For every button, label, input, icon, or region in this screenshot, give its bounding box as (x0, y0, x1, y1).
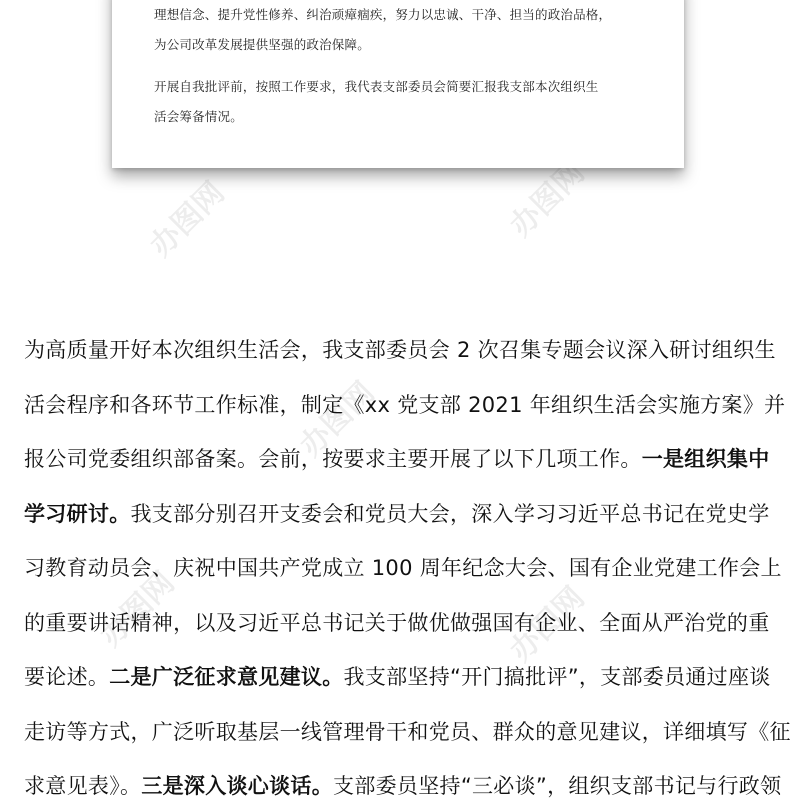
body-line (24, 759, 784, 800)
body-text-run: 求意见表》。 (24, 774, 142, 798)
body-text-run: 习教育动员会、庆祝中国共产党成立 100 周年纪念大会、国有企业党建工作会上 (24, 556, 782, 580)
body-text-run: 报公司党委组织部备案。会前，按要求主要开展了以下几项工作。 (24, 447, 642, 471)
body-paragraph (24, 323, 791, 800)
watermark: 办图网 (503, 580, 592, 669)
body-line (24, 596, 784, 651)
body-line (24, 487, 784, 542)
watermark: 办图网 (293, 375, 382, 464)
document-preview-card (112, 0, 684, 168)
body-line (24, 705, 791, 760)
body-text-run: 支部委员坚持“三必谈”，组织支部书记与行政领 (333, 774, 782, 798)
body-text-run: 的重要讲话精神，以及习近平总书记关于做优做强国有企业、全面从严治党的重 (24, 610, 770, 635)
bold-heading: 三是深入谈心谈话。 (141, 774, 334, 798)
body-line (24, 650, 784, 705)
bold-heading: 二是广泛征求意见建议。 (109, 665, 344, 689)
preview-line: 理想信念、提升党性修养、纠治顽瘴痼疾，努力以忠诚、干净、担当的政治品格， (154, 7, 612, 22)
preview-text (154, 0, 654, 132)
body-text-run: 我支部分别召开支委会和党员大会，深入学习习近平总书记在党史学 (130, 501, 770, 526)
watermark: 办图网 (503, 155, 592, 244)
bold-heading: 学习研讨。 (24, 501, 131, 526)
watermark: 办图网 (93, 565, 182, 654)
body-line (24, 378, 784, 433)
preview-line: 为公司改革发展提供坚强的政治保障。 (154, 37, 370, 52)
body-text-run: 我支部坚持“开门搞批评”，支部委员通过座谈 (343, 665, 771, 689)
watermark: 办图网 (143, 175, 232, 264)
body-line (24, 541, 784, 596)
body-text-run: 要论述。 (24, 665, 110, 689)
body-text-run: 为高质量开好本次组织生活会，我支部委员会 2 次召集专题会议深入研讨组织生 (24, 338, 776, 362)
preview-line: 开展自我批评前，按照工作要求，我代表支部委员会简要汇报我支部本次组织生 (154, 79, 599, 94)
preview-line: 活会筹备情况。 (154, 109, 243, 124)
body-text-run: 活会程序和各环节工作标准，制定《xx 党支部 2021 年组织生活会实施方案》并 (24, 392, 786, 417)
body-text-run: 走访等方式，广泛听取基层一线管理骨干和党员、群众的意见建议，详细填写《征 (24, 719, 791, 744)
body-line (24, 323, 784, 378)
bold-heading: 一是组织集中 (641, 447, 770, 471)
body-line (24, 432, 784, 487)
